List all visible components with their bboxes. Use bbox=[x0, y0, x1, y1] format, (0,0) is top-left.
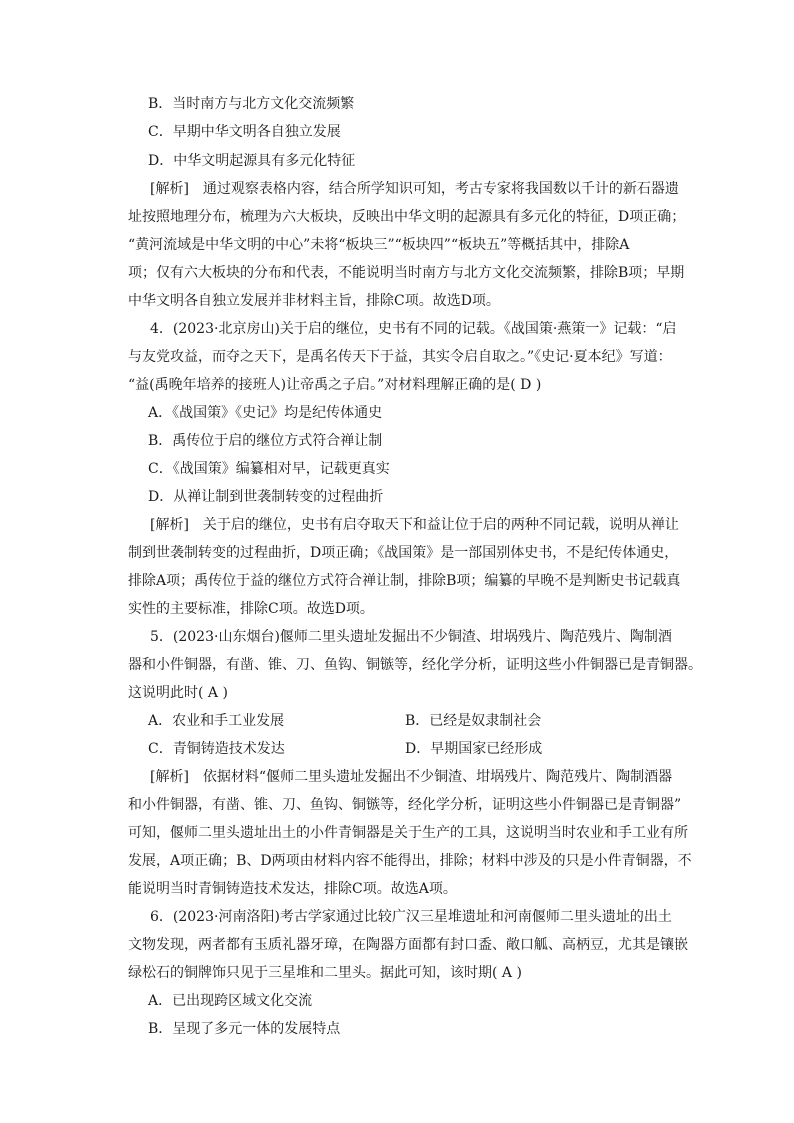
q5-option-c: C．青铜铸造技术发达 bbox=[148, 741, 285, 757]
q5-analysis-line: 能说明当时青铜铸造技术发达，排除C项。故选A项。 bbox=[128, 881, 457, 897]
q3-option-c: C．早期中华文明各自独立发展 bbox=[148, 124, 341, 140]
q5-stem-line: 器和小件铜器，有凿、锥、刀、鱼钩、铜镞等，经化学分析，证明这些小件铜器已是青铜器。 bbox=[128, 657, 702, 673]
q3-option-d: D．中华文明起源具有多元化特征 bbox=[148, 153, 356, 169]
q4-analysis-line: 制到世袭制转变的过程曲折，D项正确；《战国策》是一部国别体史书，不是纪传体通史， bbox=[128, 545, 679, 561]
q3-analysis-line: [解析] 通过观察表格内容，结合所学知识可知，考古专家将我国数以千计的新石器遗 bbox=[150, 181, 679, 197]
q4-stem-line: “益(禹晚年培养的接班人)让帝禹之子启。”对材料理解正确的是( D ) bbox=[128, 377, 542, 393]
q3-analysis-line: 中华文明各自独立发展并非材料主旨，排除C项。故选D项。 bbox=[128, 293, 500, 309]
q3-option-b: B．当时南方与北方文化交流频繁 bbox=[148, 96, 355, 112]
q4-option-a: A．《战国策》《史记》均是纪传体通史 bbox=[148, 405, 383, 421]
q5-option-d: D．早期国家已经形成 bbox=[405, 741, 543, 757]
q4-analysis-line: 实性的主要标准，排除C项。故选D项。 bbox=[128, 601, 374, 617]
q5-analysis-line: [解析] 依据材料“偃师二里头遗址发掘出不少铜渣、坩埚残片、陶范残片、陶制酒器 bbox=[150, 769, 673, 785]
q5-analysis-line: 和小件铜器，有凿、锥、刀、鱼钩、铜镞等，经化学分析，证明这些小件铜器已是青铜器” bbox=[128, 797, 682, 813]
q4-option-d: D．从禅让制到世袭制转变的过程曲折 bbox=[148, 489, 384, 505]
q5-option-b: B．已经是奴隶制社会 bbox=[405, 713, 542, 729]
q5-option-a: A．农业和手工业发展 bbox=[148, 713, 285, 729]
q6-option-b: B．呈现了多元一体的发展特点 bbox=[148, 1021, 341, 1037]
q4-option-c: C．《战国策》编纂相对早，记载更真实 bbox=[148, 461, 390, 477]
q4-analysis-line: [解析] 关于启的继位，史书有启夺取天下和益让位于启的两种不同记载，说明从禅让 bbox=[150, 517, 679, 533]
q6-stem-line: 文物发现，两者都有玉质礼器牙璋，在陶器方面都有封口盉、敞口觚、高柄豆，尤其是镶嵌 bbox=[128, 937, 688, 953]
q6-option-a: A．已出现跨区域文化交流 bbox=[148, 993, 313, 1009]
q3-analysis-line: 址按照地理分布，梳理为六大板块，反映出中华文明的起源具有多元化的特征，D项正确； bbox=[128, 209, 686, 225]
q5-stem-line: 这说明此时( A ) bbox=[128, 685, 228, 701]
q4-stem-line: 4．(2023·北京房山)关于启的继位，史书有不同的记载。《战国策·燕策一》记载：“启 bbox=[150, 321, 677, 337]
q5-stem-line: 5．(2023·山东烟台)偃师二里头遗址发掘出不少铜渣、坩埚残片、陶范残片、陶制酒 bbox=[150, 629, 672, 645]
q3-analysis-line: “黄河流域是中华文明的中心”未将“板块三”“板块四”“板块五”等概括其中，排除A bbox=[128, 237, 630, 253]
q4-option-b: B．禹传位于启的继位方式符合禅让制 bbox=[148, 433, 383, 449]
q4-analysis-line: 排除A项；禹传位于益的继位方式符合禅让制，排除B项；编纂的早晚不是判断史书记载真 bbox=[128, 573, 681, 589]
q5-analysis-line: 发展，A项正确；B、D两项由材料内容不能得出，排除；材料中涉及的只是小件青铜器，不 bbox=[128, 853, 692, 869]
q4-stem-line: 与友党攻益，而夺之天下，是禹名传天下于益，其实令启自取之。”《史记·夏本纪》写道： bbox=[128, 349, 672, 365]
q5-analysis-line: 可知，偃师二里头遗址出土的小件青铜器是关于生产的工具，这说明当时农业和手工业有所 bbox=[128, 825, 688, 841]
q3-analysis-line: 项；仅有六大板块的分布和代表，不能说明当时南方与北方文化交流频繁，排除B项；早期 bbox=[128, 265, 685, 281]
q6-stem-line: 绿松石的铜牌饰只见于三星堆和二里头。据此可知，该时期( A ) bbox=[128, 965, 522, 981]
q6-stem-line: 6．(2023·河南洛阳)考古学家通过比较广汉三星堆遗址和河南偃师二里头遗址的出土 bbox=[150, 909, 672, 925]
